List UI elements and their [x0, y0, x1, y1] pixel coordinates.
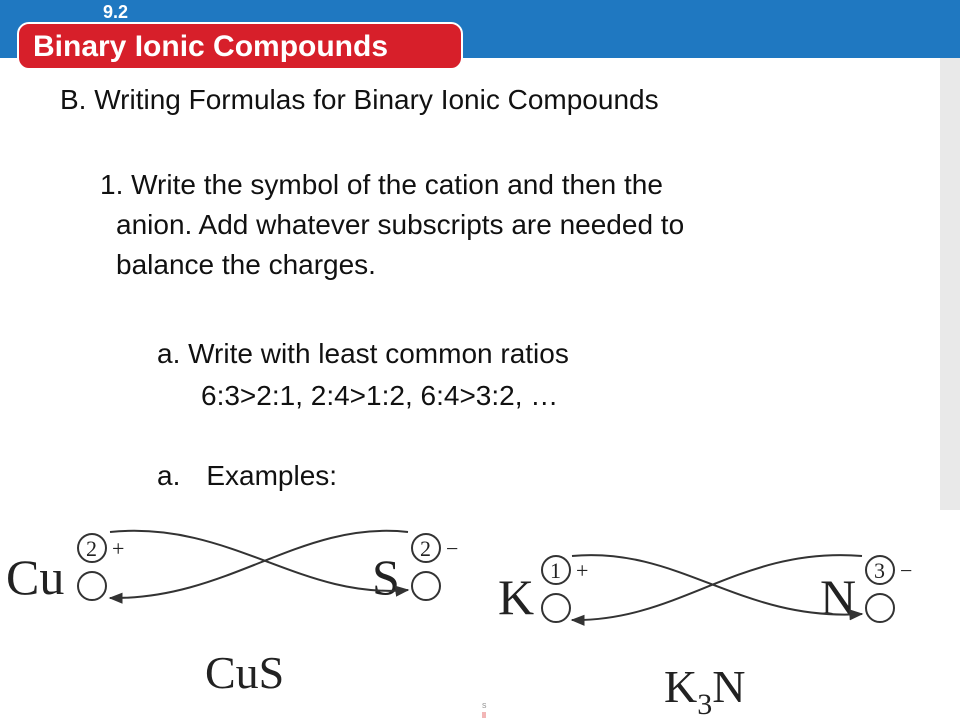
cation-charge-number: 1 [550, 558, 561, 583]
anion-symbol-n: N [820, 569, 857, 625]
section-number: 9.2 [103, 2, 129, 22]
rule-1-line-1: 1. Write the symbol of the cation and then the [100, 169, 663, 200]
ratio-examples: 6:3>2:1, 2:4>1:2, 6:4>3:2, … [201, 380, 559, 411]
section-heading: B. Writing Formulas for Binary Ionic Compounds [60, 84, 659, 115]
rule-1-line-2: anion. Add whatever subscripts are needed to [116, 209, 685, 240]
cation-symbol-cu: Cu [6, 549, 65, 605]
cation-symbol-k: K [498, 569, 535, 625]
rule-1-line-3: balance the charges. [116, 249, 376, 280]
cation-charge-number: 2 [86, 536, 97, 561]
formula-k3n-base: K [664, 661, 698, 712]
anion-charge-number: 2 [420, 536, 431, 561]
crisscross-arrow-icon [110, 531, 408, 591]
side-strip [940, 58, 960, 510]
footer-mark-text: s [482, 700, 487, 710]
subscript-circle-icon [412, 572, 440, 600]
subscript-circle-icon [78, 572, 106, 600]
example-k3n [498, 555, 912, 720]
anion-symbol-s: S [372, 549, 400, 605]
examples-marker: a. [157, 460, 181, 491]
formula-cus: CuS [205, 647, 285, 698]
crisscross-arrow-icon [110, 531, 408, 598]
crisscross-arrow-icon [572, 555, 862, 615]
examples-label: Examples: [206, 460, 338, 491]
example-cus [6, 531, 458, 698]
subscript-circle-icon [866, 594, 894, 622]
formula-k3n-end: N [712, 661, 746, 712]
anion-charge-number: 3 [874, 558, 885, 583]
subscript-circle-icon [542, 594, 570, 622]
cation-charge-sign: + [576, 558, 589, 583]
anion-charge-sign: − [446, 536, 459, 561]
anion-charge-sign: − [900, 558, 913, 583]
formula-k3n-subscript: 3 [697, 688, 713, 720]
slide-title: Binary Ionic Compounds [33, 30, 389, 63]
examples-heading [157, 460, 337, 492]
rule-1 [100, 165, 900, 285]
cation-charge-sign: + [112, 536, 125, 561]
sub-point-a-line-1: a. Write with least common ratios [157, 338, 569, 369]
crisscross-arrow-icon [572, 555, 862, 620]
sub-point-a [157, 333, 569, 417]
formula-k3n [664, 661, 745, 720]
footer-mark [482, 712, 486, 718]
crisscross-diagram [0, 510, 960, 720]
